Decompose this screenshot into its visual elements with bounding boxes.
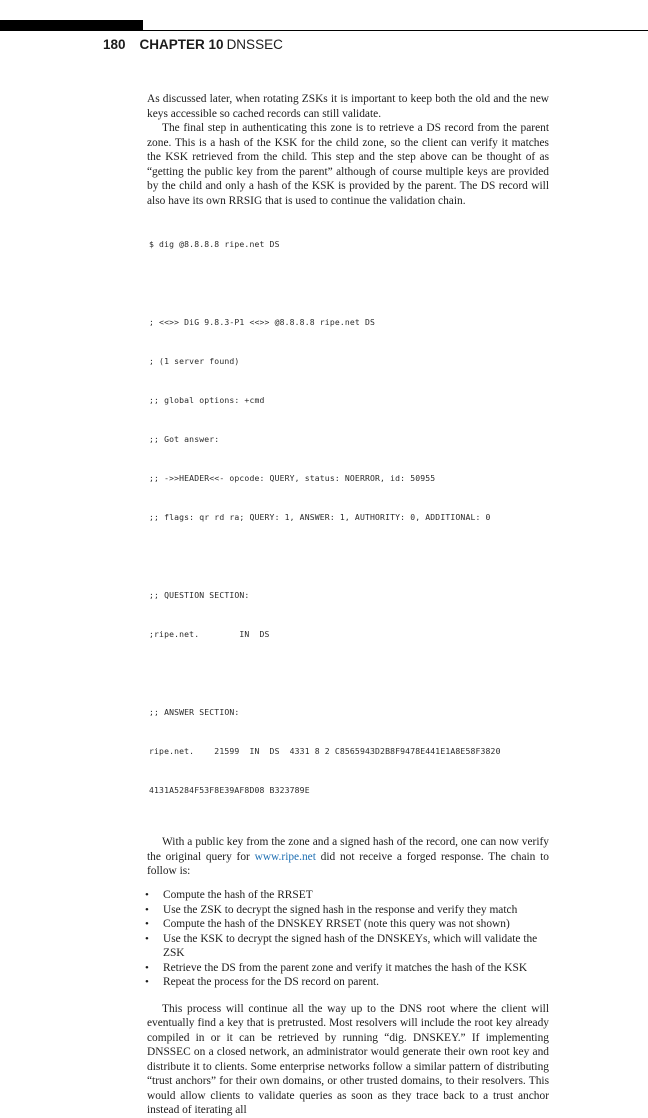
paragraph-2: The final step in authenticating this zone is to retrieve a DS record from the parent zone. This is a hash of the KSK for the child zone, so the client can verify it matches the KSK retrieved from the child. This step and the step above can be thought of as “getting the public key from the parent” although of course multiple keys are provided by the child and only a hash of the KSK is provided by the parent. The DS record will also have its own RRSIG that is used to continue the validation chain. (147, 122, 549, 207)
list-item (147, 903, 549, 918)
code-line: ;; ->>HEADER<<- opcode: QUERY, status: NOERROR, id: 50955 (149, 473, 436, 484)
code-line: ;ripe.net. IN DS (149, 629, 270, 640)
bullet-icon: • (145, 976, 149, 989)
code-line: ; <<>> DiG 9.8.3-P1 <<>> @8.8.8.8 ripe.net DS (149, 317, 376, 328)
paragraph-4: This process will continue all the way up to the DNS root where the client will eventually find a key that is pretrusted. Most resolvers will include the root key already compiled in or it can be retrieved by running “dig. DNSKEY.” If implementing DNSSEC on a closed network, an administrator would generate their own root key and distribute it to clients. Some enterprise networks follow a similar pattern of distributing “trust anchors” for their own domains, or other trusted domains, to their resolvers. This would allow clients to validate queries as soon as they trace back to a trust anchor instead of iterating all (147, 1002, 549, 1117)
code-line: ripe.net. 21599 IN DS 4331 8 2 C8565943D2B8F9478E441E1A8E58F3820 (149, 746, 501, 757)
header-rule (0, 30, 648, 31)
list-item (147, 961, 549, 976)
code-line: ;; QUESTION SECTION: (149, 590, 250, 601)
paragraph-3-text-a: With a public key from the zone and a signed hash of the record, one can now verify the original query for (147, 836, 549, 863)
code-line: 4131A5284F53F8E39AF8D08 B323789E (149, 785, 310, 796)
code-block (147, 212, 549, 823)
list-item (147, 917, 549, 932)
page-number: 180 (103, 37, 126, 52)
ripe-net-link[interactable]: www.ripe.net (254, 850, 316, 863)
list-item-text: Compute the hash of the DNSKEY RRSET (note this query was not shown) (163, 918, 510, 931)
bullet-icon: • (145, 932, 149, 945)
code-line: ;; Got answer: (149, 434, 220, 445)
code-line: $ dig @8.8.8.8 ripe.net DS (149, 239, 280, 250)
code-line: ;; global options: +cmd (149, 395, 265, 406)
running-head (103, 37, 283, 53)
bullet-icon: • (145, 918, 149, 931)
page-body (147, 92, 549, 1118)
code-line: ;; ANSWER SECTION: (149, 707, 240, 718)
code-line (149, 277, 549, 290)
list-item-text: Retrieve the DS from the parent zone and verify it matches the hash of the KSK (163, 961, 528, 974)
validation-chain-list (147, 888, 549, 990)
paragraph-1: As discussed later, when rotating ZSKs it is important to keep both the old and the new keys accessible so cached records can still validate. (147, 93, 549, 120)
list-item-text: Use the KSK to decrypt the signed hash of the DNSKEYs, which will validate the ZSK (163, 932, 538, 960)
list-item-text: Use the ZSK to decrypt the signed hash in the response and verify they match (163, 903, 518, 916)
list-item-text: Compute the hash of the RRSET (163, 889, 313, 902)
code-line: ;; flags: qr rd ra; QUERY: 1, ANSWER: 1, AUTHORITY: 0, ADDITIONAL: 0 (149, 512, 491, 523)
chapter-title: DNSSEC (226, 37, 283, 52)
list-item (147, 888, 549, 903)
list-item-text: Repeat the process for the DS record on parent. (163, 976, 380, 989)
code-line: ; (1 server found) (149, 356, 240, 367)
bullet-icon: • (145, 889, 149, 902)
list-item (147, 932, 549, 961)
bullet-icon: • (145, 961, 149, 974)
code-line (149, 667, 549, 680)
bullet-icon: • (145, 903, 149, 916)
code-line (149, 550, 549, 563)
paragraph-3 (147, 835, 549, 879)
chapter-label: CHAPTER 10 (139, 37, 224, 52)
list-item (147, 975, 549, 990)
paragraph-3-text-b: did not receive a forged response. The chain to follow is: (147, 850, 550, 878)
